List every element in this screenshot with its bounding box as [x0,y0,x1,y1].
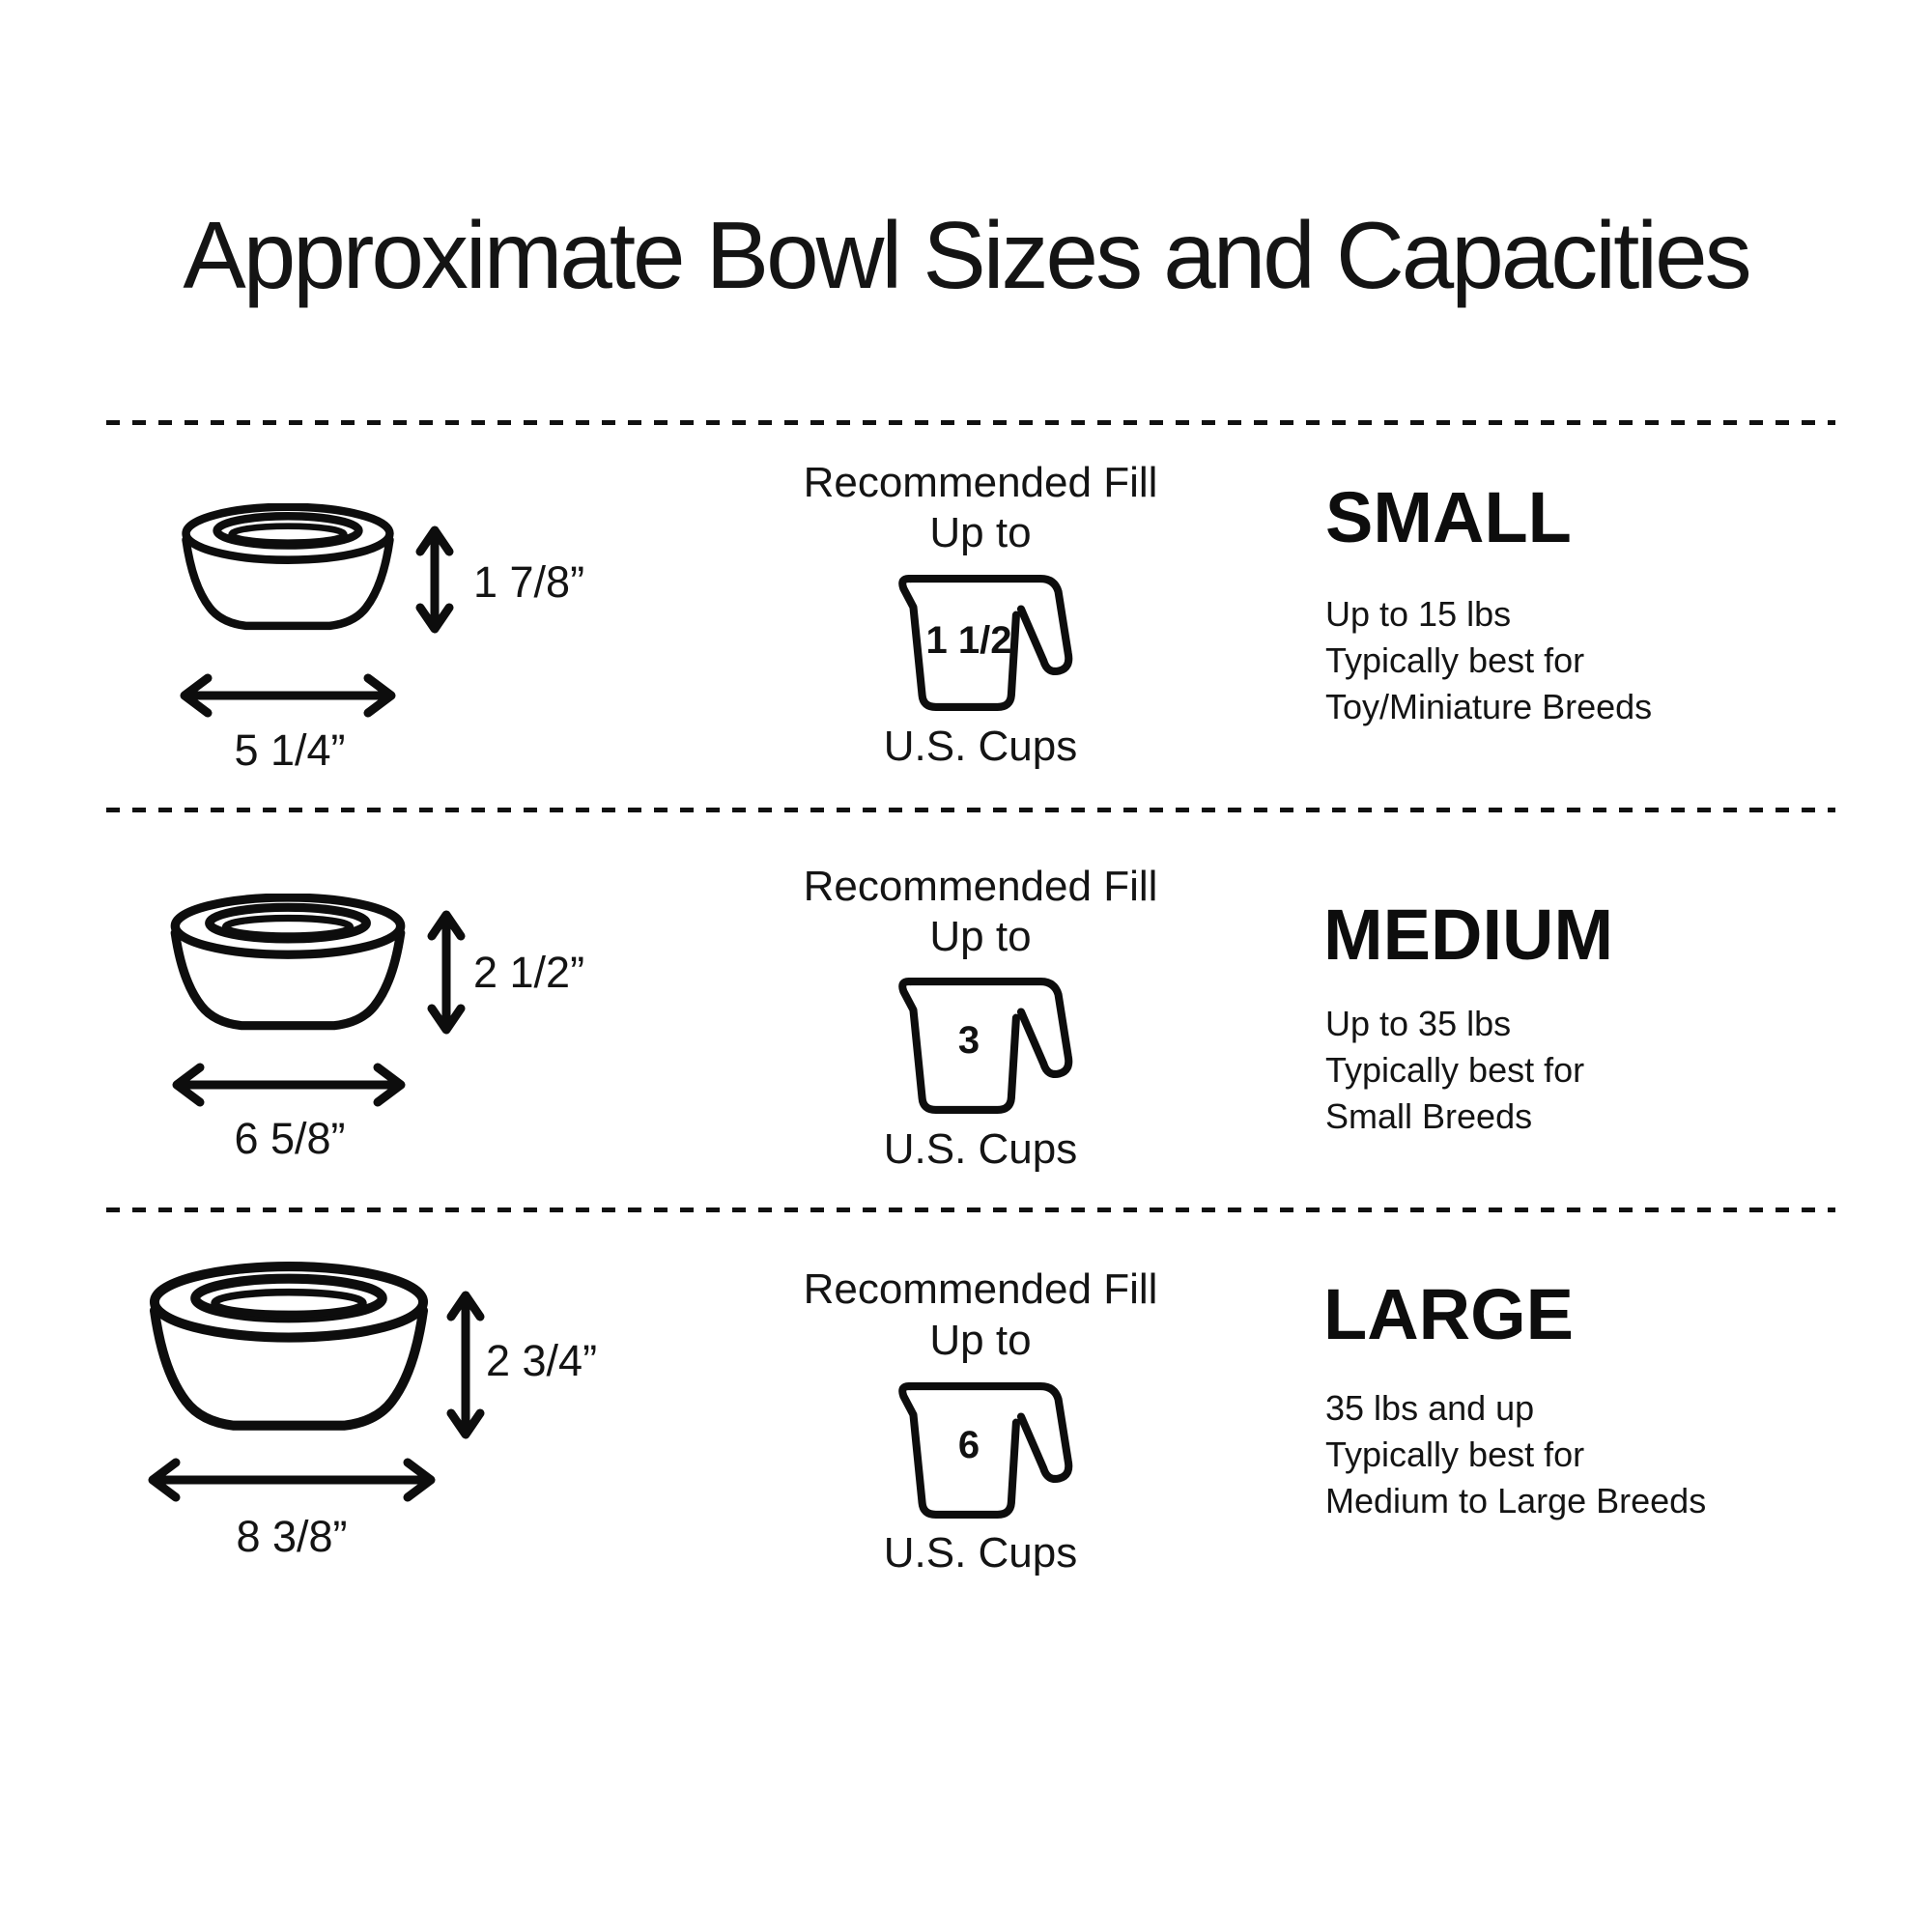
recommended-fill-heading: Recommended Fill [803,459,1158,506]
cup-fill-value: 1 1/2 [925,619,1012,662]
us-cups-label: U.S. Cups [883,723,1078,770]
divider-dashed-line [106,420,1835,425]
up-to-label: Up to [929,1317,1032,1364]
detail-line: Medium to Large Breeds [1325,1481,1707,1520]
page-title: Approximate Bowl Sizes and Capacities [183,202,1749,308]
width-arrow-icon [147,1458,437,1502]
bowl-icon [179,503,397,640]
height-arrow-icon [446,1290,485,1440]
bowl-icon [167,894,409,1041]
cup-fill-value: 6 [957,1424,980,1466]
us-cups-label: U.S. Cups [883,1125,1078,1173]
detail-line: Typically best for [1325,1435,1585,1474]
width-arrow-icon [179,673,397,718]
detail-line: Toy/Miniature Breeds [1325,687,1653,726]
detail-line: Up to 15 lbs [1325,594,1512,634]
height-arrow-icon [427,909,466,1036]
size-details [1325,1001,1584,1140]
detail-line: Typically best for [1325,1050,1585,1090]
bowl-height-label: 1 7/8” [473,557,585,607]
divider-dashed-line [106,1208,1835,1212]
up-to-label: Up to [929,509,1032,556]
us-cups-label: U.S. Cups [883,1529,1078,1577]
cup-fill-value: 3 [957,1019,980,1062]
size-details [1325,591,1652,730]
detail-line: Up to 35 lbs [1325,1004,1512,1043]
detail-line: 35 lbs and up [1325,1388,1535,1428]
bowl-diameter-label: 5 1/4” [234,725,346,775]
size-heading-large: LARGE [1323,1274,1574,1354]
size-heading-small: SMALL [1325,477,1572,557]
recommended-fill-heading: Recommended Fill [803,863,1158,910]
divider-dashed-line [106,808,1835,812]
height-arrow-icon [415,525,454,635]
bowl-diameter-label: 6 5/8” [234,1114,346,1163]
bowl-diameter-label: 8 3/8” [236,1512,348,1561]
size-heading-medium: MEDIUM [1323,895,1614,975]
bowl-height-label: 2 3/4” [486,1336,598,1385]
bowl-height-label: 2 1/2” [473,948,585,997]
bowl-icon [145,1262,433,1445]
recommended-fill-heading: Recommended Fill [803,1265,1158,1313]
size-details [1325,1385,1706,1524]
width-arrow-icon [171,1063,407,1107]
detail-line: Small Breeds [1325,1096,1533,1136]
detail-line: Typically best for [1325,640,1585,680]
up-to-label: Up to [929,913,1032,960]
